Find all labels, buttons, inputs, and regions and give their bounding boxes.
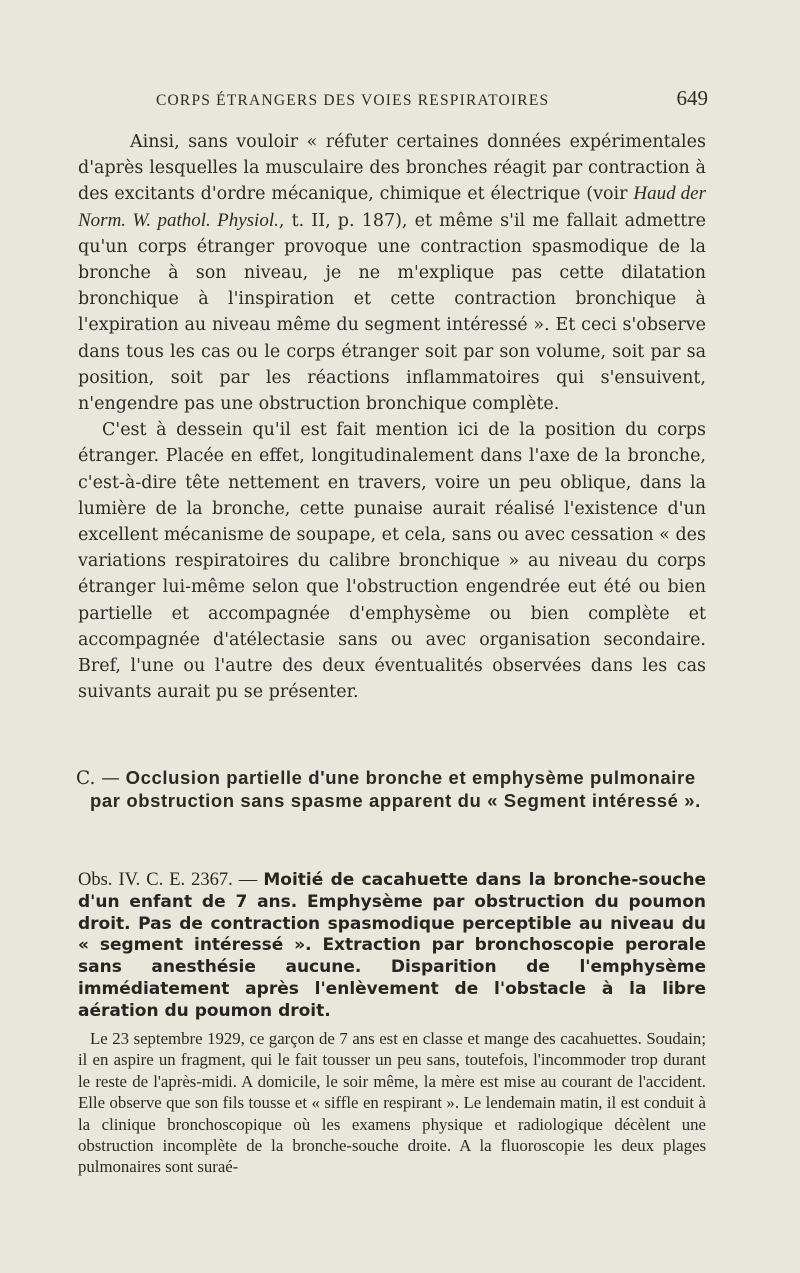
section-letter: C. — xyxy=(76,768,126,789)
observation-label: Obs. IV. C. E. 2367. — xyxy=(78,870,264,890)
page-number: 649 xyxy=(676,86,708,110)
observation-heading xyxy=(78,870,706,1023)
section-heading xyxy=(76,767,702,812)
running-title: CORPS ÉTRANGERS DES VOIES RESPIRATOIRES xyxy=(156,92,550,109)
reference-citation: Haud der Norm. W. pathol. Physiol. xyxy=(78,183,706,231)
paragraph-1-start: Ainsi, sans vouloir « réfuter certaines données expérimentales d'après lesquelles la musculaire des bronches réagit par contraction à des excitants d'ordre mécanique, chimique et électrique (voir xyxy=(78,132,706,205)
case-text xyxy=(78,1028,706,1178)
paragraph-2: C'est à dessein qu'il est fait mention ici de la position du corps étranger. Placée en effet, longitudinalement dans l'axe de la bronche, c'est-à-dire tête nettement en travers, voire un peu oblique, dans la lumière de la bronche, cette punaise aurait réalisé l'existence d'un excellent mécanisme de soupape, et cela, sans ou avec cessation « des variations respiratoires du calibre bronchique » au niveau du corps étranger lui-même selon que l'obstruction engendrée eut été ou bien partielle et accompagnée d'emphysème ou bien complète et accompagnée d'atélectasie sans ou avec organisation secondaire. Bref, l'une ou l'autre des deux éventualités observées dans les cas suivants aurait pu se présenter. xyxy=(78,420,706,703)
running-head xyxy=(78,86,708,116)
section-title: Occlusion partielle d'une bronche et emphysème pulmonaire par obstruction sans spasme apparent du « Segment intéressé ». xyxy=(90,767,701,811)
observation-title: Moitié de cacahuette dans la bronche-souche d'un enfant de 7 ans. Emphysème par obstruction du poumon droit. Pas de contraction spasmodique perceptible au niveau du « segment intéressé ». Extraction par bronchoscopie perorale sans anesthésie aucune. Disparition de l'emphysème immédiatement après l'enlèvement de l'obstacle à la libre aération du poumon droit. xyxy=(78,870,707,1021)
body-text xyxy=(78,129,706,705)
paragraph-1-end: , t. II, p. 187), et même s'il me fallait admettre qu'un corps étranger provoque une contraction spasmodique de la bronche à son niveau, je ne m'explique pas cette dilatation bronchique à l'inspiration et cette contraction bronchique à l'expiration au niveau même du segment intéressé ». Et ceci s'observe dans tous les cas ou le corps étranger soit par son volume, soit par sa position, soit par les réactions inflammatoires qui s'ensuivent, n'engendre pas une obstruction bronchique complète. xyxy=(78,210,707,415)
case-paragraph: Le 23 septembre 1929, ce garçon de 7 ans est en classe et mange des cacahuettes. Soudain; il en aspire un fragment, qui le fait tousser un peu sans, toutefois, l'incommoder trop durant le reste de l'après-midi. A domicile, le soir même, la mère est mise au courant de l'accident. Elle observe que son fils tousse et « siffle en respirant ». Le lendemain matin, il est conduit à la clinique bronchoscopique où les examens physique et radiologique décèlent une obstruction incomplète de la bronche-souche droite. A la fluoroscopie les deux plages pulmonaires sont suraé- xyxy=(78,1029,706,1177)
paragraph-1 xyxy=(78,129,706,417)
